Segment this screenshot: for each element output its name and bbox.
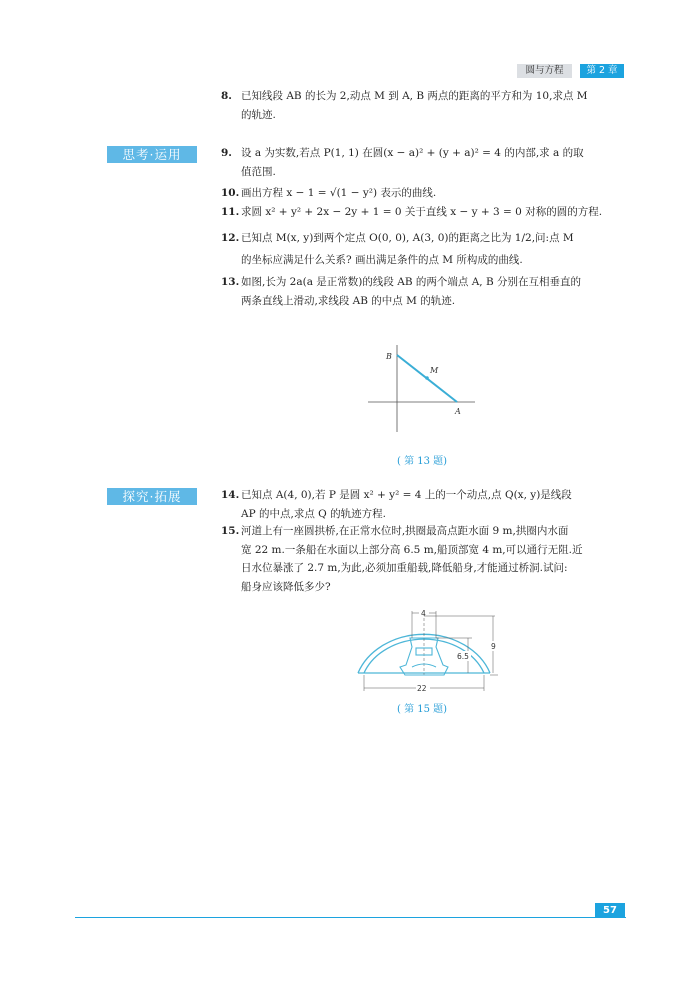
problem-text: 如图,长为 2a(a 是正常数)的线段 AB 的两个端点 A, B 分别在互相垂直的 — [241, 276, 582, 288]
problem-8 — [221, 87, 631, 124]
problem-number: 15. — [221, 525, 240, 537]
header-chapter-badge: 第 2 章 — [580, 64, 624, 78]
page-number: 57 — [595, 903, 625, 918]
problem-number: 13. — [221, 276, 240, 288]
problem-text-cont: 的坐标应满足什么关系? 画出满足条件的点 M 所构成的曲线. — [241, 254, 523, 266]
section-label-think-apply: 思考·运用 — [107, 146, 197, 163]
label-arch-height: 9 — [491, 642, 496, 651]
problem-14 — [221, 486, 631, 523]
problem-text-cont: 两条直线上滑动,求线段 AB 的中点 M 的轨迹. — [241, 294, 456, 307]
footer-divider — [75, 917, 626, 918]
problem-text-cont: 值范围. — [241, 165, 276, 178]
problem-text-cont: AP 的中点,求点 Q 的轨迹方程. — [241, 507, 386, 520]
problem-text-cont: 宽 22 m.一条船在水面以上部分高 6.5 m,船顶部宽 4 m,可以通行无阻.近 — [241, 543, 583, 556]
problem-text: 设 a 为实数,若点 P(1, 1) 在圆(x − a)² + (y + a)² = 4 的内部,求 a 的取 — [241, 147, 584, 159]
problem-number: 10. — [221, 187, 240, 199]
problem-text: 已知点 A(4, 0),若 P 是圆 x² + y² = 4 上的一个动点,点 Q(x, y)是线段 — [241, 489, 572, 501]
label-span: 22 — [417, 684, 427, 693]
header-section-title: 圆与方程 — [517, 64, 572, 78]
problem-text-cont: 日水位暴涨了 2.7 m,为此,必须加重船载,降低船身,才能通过桥洞.试问: — [241, 562, 568, 574]
label-top-width: 4 — [421, 609, 426, 618]
problem-number: 11. — [221, 206, 240, 218]
problem-15 — [221, 522, 631, 596]
problem-9 — [221, 144, 631, 181]
problem-text: 已知点 M(x, y)到两个定点 O(0, 0), A(3, 0)的距离之比为 1/2,问:点 M — [241, 232, 574, 244]
label-b: B — [386, 352, 392, 361]
problem-text: 河道上有一座圆拱桥,在正常水位时,拱圈最高点距水面 9 m,拱圈内水面 — [241, 525, 569, 537]
problem-text-cont: 的轨迹. — [241, 108, 276, 121]
problem-13 — [221, 273, 631, 310]
problem-number: 9. — [221, 147, 232, 159]
figure-13-diagram — [360, 340, 480, 450]
label-boat-height: 6.5 — [457, 652, 469, 661]
problem-text: 画出方程 x − 1 = √(1 − y²) 表示的曲线. — [241, 187, 437, 199]
figure-13-caption: ( 第 13 题) — [397, 456, 448, 467]
problem-text: 已知线段 AB 的长为 2,动点 M 到 A, B 两点的距离的平方和为 10,求点 M — [241, 90, 588, 102]
problem-number: 12. — [221, 232, 240, 244]
problem-10 — [221, 184, 631, 203]
figure-15-caption: ( 第 15 题) — [397, 704, 448, 715]
problem-text: 求圆 x² + y² + 2x − 2y + 1 = 0 关于直线 x − y + 3 = 0 对称的圆的方程. — [241, 206, 603, 218]
problem-12 — [221, 227, 631, 271]
problem-number: 14. — [221, 489, 240, 501]
label-a: A — [455, 407, 461, 416]
problem-number: 8. — [221, 90, 232, 102]
figure-15-bridge-diagram — [350, 603, 500, 698]
problem-11 — [221, 203, 631, 222]
section-label-explore-extend: 探究·拓展 — [107, 488, 197, 505]
label-m: M — [430, 366, 439, 375]
problem-text-cont: 船身应该降低多少? — [241, 580, 331, 593]
